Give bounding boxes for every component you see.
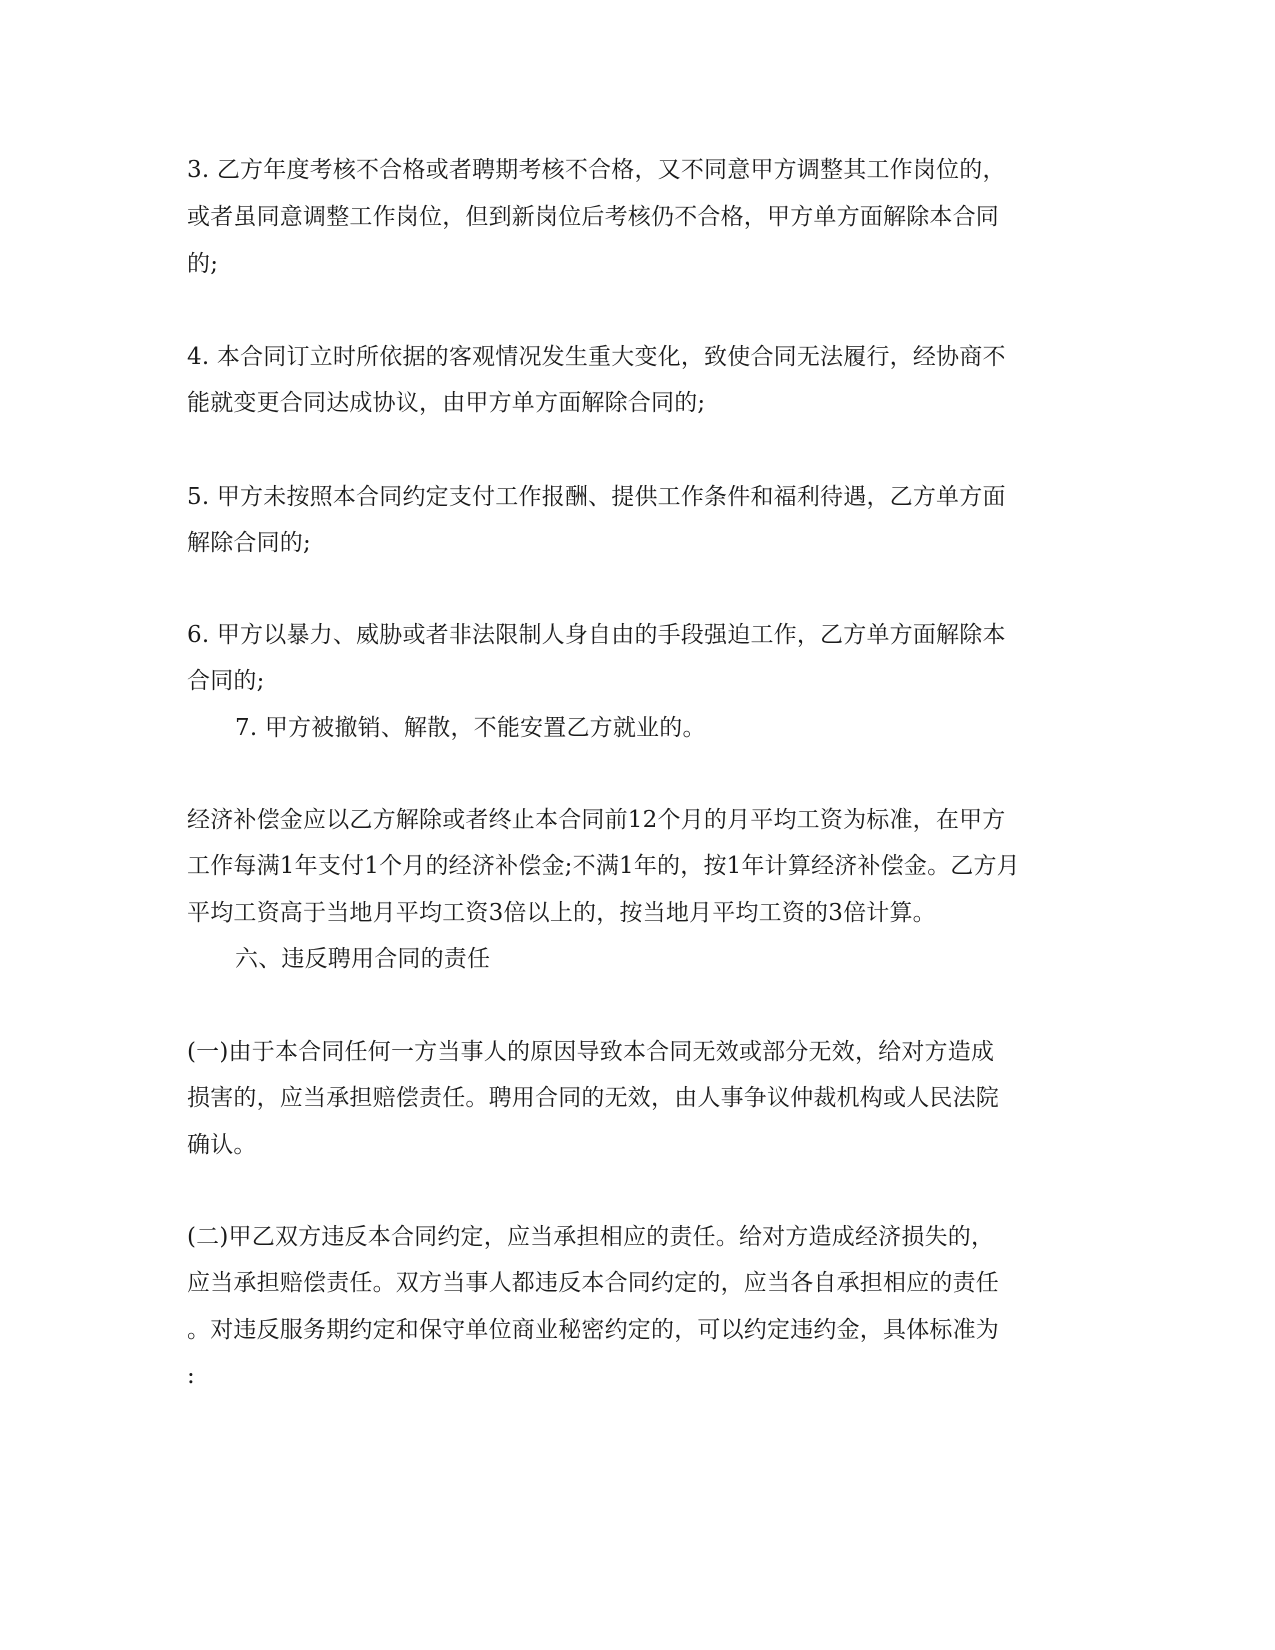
clause-2-line-4: : bbox=[187, 1363, 195, 1389]
clause-1-line-3: 确认。 bbox=[187, 1132, 257, 1158]
clause-2-line-3: 。对违反服务期约定和保守单位商业秘密约定的，可以约定违约金，具体标准为 bbox=[187, 1317, 999, 1343]
clause-2-line-1: (二)甲乙双方违反本合同约定，应当承担相应的责任。给对方造成经济损失的， bbox=[187, 1224, 995, 1250]
item-7-line-1: 7. 甲方被撤销、解散，不能安置乙方就业的。 bbox=[235, 715, 706, 741]
item-5-line-1: 5. 甲方未按照本合同约定支付工作报酬、提供工作条件和福利待遇，乙方单方面 bbox=[187, 484, 1006, 510]
item-6-line-1: 6. 甲方以暴力、威胁或者非法限制人身自由的手段强迫工作，乙方单方面解除本 bbox=[187, 622, 1006, 648]
item-3-line-2: 或者虽同意调整工作岗位，但到新岗位后考核仍不合格，甲方单方面解除本合同 bbox=[187, 204, 999, 230]
item-5-line-2: 解除合同的; bbox=[187, 530, 311, 556]
item-6-line-2: 合同的; bbox=[187, 668, 265, 694]
clause-1-line-2: 损害的，应当承担赔偿责任。聘用合同的无效，由人事争议仲裁机构或人民法院 bbox=[187, 1085, 999, 1111]
compensation-line-1: 经济补偿金应以乙方解除或者终止本合同前12个月的月平均工资为标准，在甲方 bbox=[187, 807, 1006, 833]
item-3-line-3: 的; bbox=[187, 251, 219, 277]
item-4-line-1: 4. 本合同订立时所依据的客观情况发生重大变化，致使合同无法履行，经协商不 bbox=[187, 344, 1006, 370]
clause-2-line-2: 应当承担赔偿责任。双方当事人都违反本合同约定的，应当各自承担相应的责任 bbox=[187, 1270, 999, 1296]
item-4-line-2: 能就变更合同达成协议，由甲方单方面解除合同的; bbox=[187, 390, 706, 416]
item-3-line-1: 3. 乙方年度考核不合格或者聘期考核不合格，又不同意甲方调整其工作岗位的， bbox=[187, 157, 1006, 183]
clause-1-line-1: (一)由于本合同任何一方当事人的原因导致本合同无效或部分无效，给对方造成 bbox=[187, 1039, 995, 1065]
section-6-heading: 六、违反聘用合同的责任 bbox=[235, 946, 491, 972]
compensation-line-2: 工作每满1年支付1个月的经济补偿金;不满1年的，按1年计算经济补偿金。乙方月 bbox=[187, 853, 1020, 879]
compensation-line-3: 平均工资高于当地月平均工资3倍以上的，按当地月平均工资的3倍计算。 bbox=[187, 900, 936, 926]
